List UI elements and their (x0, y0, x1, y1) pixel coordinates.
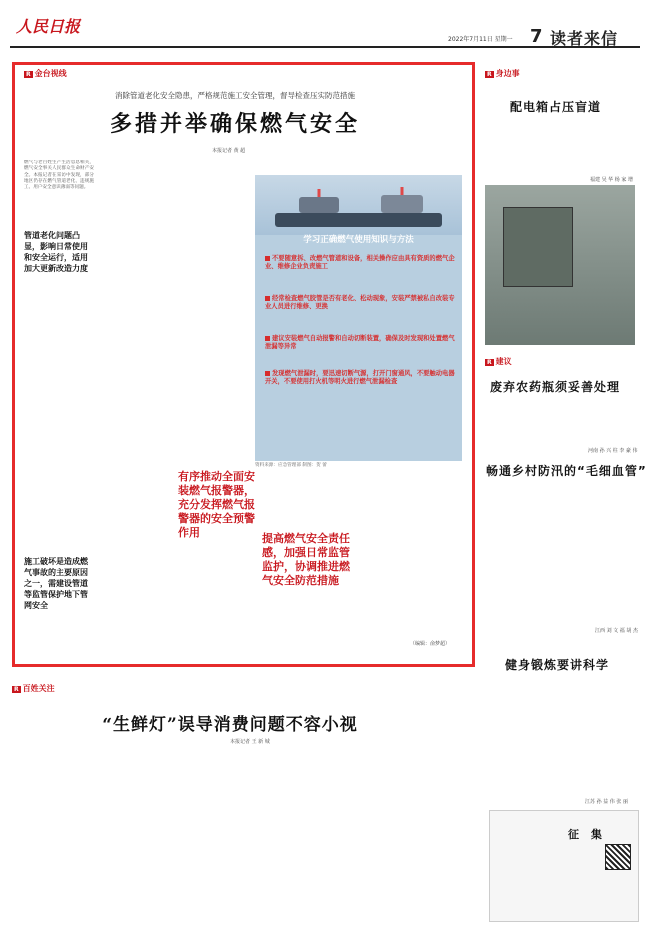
bottom-story-col1 (24, 750, 172, 920)
street-photo (485, 185, 635, 345)
gas-stove-illustration (255, 175, 462, 235)
bottom-story-byline: 本报记者 王 新 城 (230, 739, 270, 745)
right-section-label: R 建议 (487, 357, 512, 366)
right-story-title: 废弃农药瓶须妥善处理 (490, 380, 621, 394)
right-story-title: 畅通乡村防汛的“毛细血管” (486, 464, 647, 478)
story-title: 多措并举确保燃气安全 (109, 112, 360, 137)
right-section-label: R 身边事 (487, 69, 520, 78)
safety-infographic (255, 175, 462, 461)
infographic-title: 学习正确燃气使用知识与方法 (303, 235, 414, 245)
infographic-item: 发现燃气泄漏时，要迅速切断气源，打开门窗通风，不要触动电器开关，不要使用打火机等明火进行燃气泄漏检查 (265, 370, 455, 386)
bottom-story-title: “生鲜灯”误导消费问题不容小视 (102, 715, 358, 735)
right-story-author: 江苏 孙 益 伟 张 丽 (585, 799, 628, 805)
page-number: 7 (530, 26, 543, 47)
section-label: R 金台视线 (26, 69, 67, 78)
story-subhead-3: 有序推动全面安装燃气报警器，充分发挥燃气报警器的安全预警作用 (178, 470, 255, 539)
right-story-text (485, 482, 635, 622)
section-box-icon: R (26, 71, 31, 78)
infographic-item: 建议安装燃气自动报警和自动切断装置，确保及时发现和处置燃气泄漏等异常 (265, 335, 455, 351)
right-story-author: 河南 孙 兴 柱 李 豪 伟 (588, 448, 638, 454)
distribution-box-image (503, 207, 573, 287)
right-story-title: 健身锻炼要讲科学 (505, 658, 610, 672)
red-bullet-icon (265, 336, 270, 341)
story-subhead-1: 管道老化问题凸显，影响日常使用和安全运行，适用加大更新改造力度 (24, 231, 88, 273)
bottom-story-col2 (178, 750, 326, 920)
notice-title: 征 集 (568, 828, 606, 841)
masthead (10, 8, 640, 48)
right-story-text (485, 397, 635, 443)
right-story-text (485, 676, 635, 796)
story-subtitle: 消除管道老化安全隐患，严格规范施工安全管理，督导检查压实防范措施 (115, 91, 355, 100)
story-lead: 燃气与老百姓生产生活息息相关，燃气安全事关人民群众生命财产安全。本报记者在采访中发现，部分地区仍存在燃气管道老化、违规施工、用户安全意识薄弱等问题。 (24, 160, 94, 191)
story-subhead-4: 提高燃气安全责任感，加强日常监管监护，协调推进燃气安全防范措施 (262, 532, 350, 587)
story-col2 (98, 160, 173, 460)
page-name: 读者来信 (550, 29, 619, 48)
red-bullet-icon (265, 296, 270, 301)
section-box-icon: R (487, 359, 492, 366)
qr-code-icon (605, 844, 631, 870)
right-story-author: 福建 吴 华 杨 家 增 (590, 177, 633, 183)
right-story-text (485, 120, 635, 175)
right-story-author: 江西 刘 文 福 胡 杰 (595, 628, 638, 634)
section-box-icon: R (487, 71, 492, 78)
section-box-icon: R (14, 686, 19, 693)
infographic-item: 不要随意拆、改燃气管道和设备，相关操作应由具有资质的燃气企业、维修企业负责施工 (265, 255, 455, 271)
infographic-item: 经常检查燃气胶管是否有老化、松动现象，安装严禁被私自改装专业人员进行维修、更换 (265, 295, 455, 311)
bottom-story-col3 (332, 750, 480, 920)
bottom-section-label: R 百姓关注 (14, 684, 55, 693)
red-bullet-icon (265, 256, 270, 261)
issue-date: 2022年7月11日 星期一 (448, 36, 513, 43)
story-col3 (177, 160, 252, 460)
right-story-title: 配电箱占压盲道 (510, 100, 602, 114)
stove-icon (255, 175, 462, 235)
red-bullet-icon (265, 371, 270, 376)
story-subhead-2: 施工破坏是造成燃气事故的主要原因之一，需建设管道等监管保护地下管网安全 (24, 557, 88, 610)
infographic-credit: 资料来源：应急管理部 制图：贺 蕾 (255, 463, 327, 468)
story-byline: 本报记者 黄 超 (212, 148, 246, 154)
editor-note: （编辑：俞梦超） (410, 641, 451, 647)
newspaper-logo: 人民日报 (16, 17, 81, 36)
